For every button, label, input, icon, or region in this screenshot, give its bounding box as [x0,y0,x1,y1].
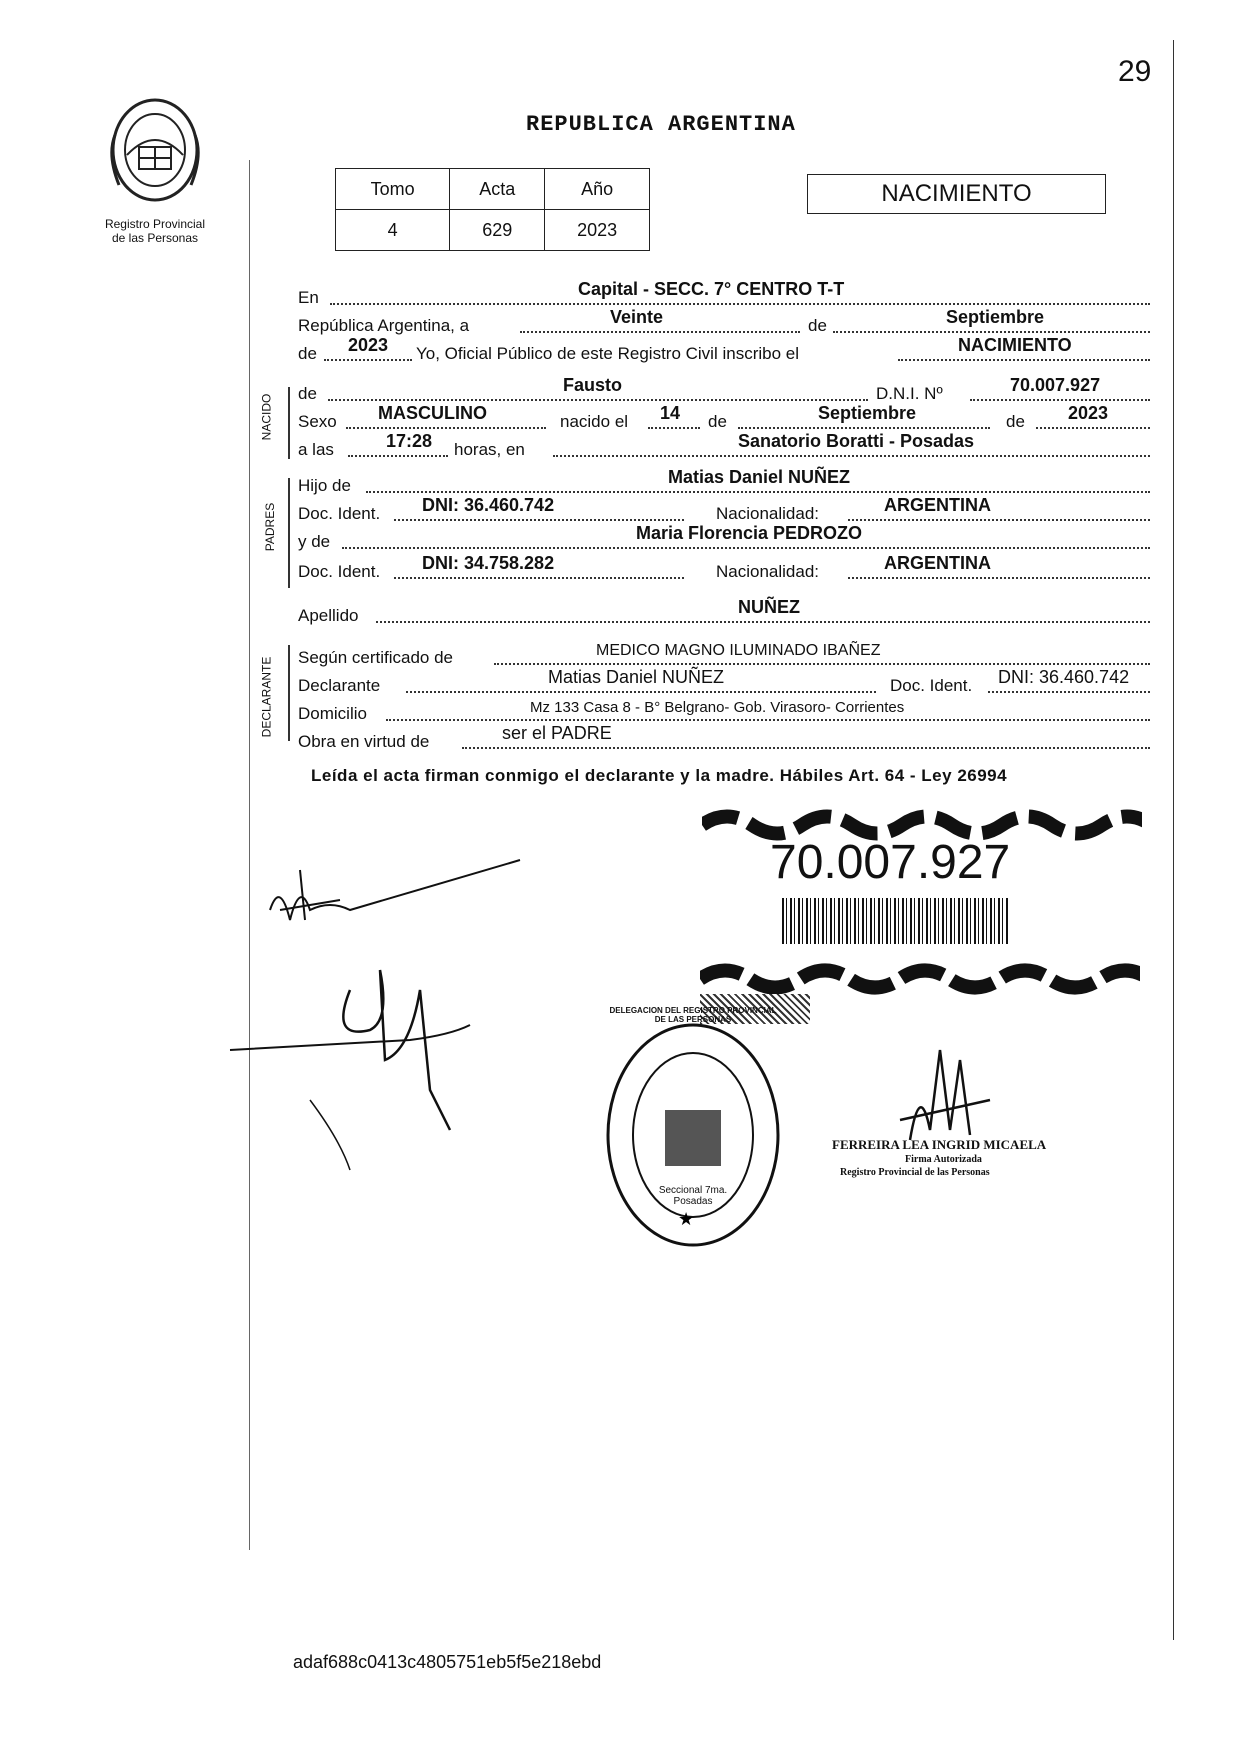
province-logo [100,95,210,245]
label-segun-certificado: Según certificado de [298,648,453,667]
label-domicilio: Domicilio [298,704,367,723]
page-number: 29 [1118,55,1152,88]
value-anio-nacimiento: 2023 [1068,403,1109,423]
value-madre: Maria Florencia PEDROZO [636,523,863,543]
barcode [782,898,1010,944]
row-sexo [298,403,1158,432]
official-stamp [603,1006,783,1250]
value-mes-registro: Septiembre [946,307,1045,327]
signature-declarante-icon [210,840,540,1180]
label-obra-en-virtud: Obra en virtud de [298,732,430,751]
value-nacionalidad-madre: ARGENTINA [884,553,991,573]
logo-caption-2: de las Personas [111,231,199,245]
label-sexo: Sexo [298,412,337,431]
row-padre [298,467,1158,496]
label-de-4: de [1006,412,1025,431]
value-anio-registro: 2023 [348,335,389,355]
label-hijo-de: Hijo de [298,476,351,495]
value-sexo: MASCULINO [378,403,487,423]
value-mes-nacimiento: Septiembre [818,403,917,423]
section-padres: PADRES [263,502,278,552]
stamp-inner-text: Seccional 7ma. Posadas [658,1185,728,1207]
value-dia-nacimiento: 14 [660,403,681,423]
label-nacionalidad-1: Nacionalidad: [716,504,820,523]
value-apellido: NUÑEZ [738,597,800,617]
label-declarante: Declarante [298,676,381,695]
stamp-ring-text: DELEGACION DEL REGISTRO PROVINCIAL DE LAS PERSONAS [609,1006,777,1024]
label-de-nombre: de [298,384,317,403]
label-nacionalidad-2: Nacionalidad: [716,562,820,581]
declarante-bar [288,645,290,741]
label-doc-ident-2: Doc. Ident. [298,562,381,581]
row-en [298,279,1158,308]
section-nacido: NACIDO [259,393,274,441]
label-en: En [298,288,319,307]
value-doc-declarante: DNI: 36.460.742 [998,667,1130,687]
registry-table [335,168,650,251]
value-certificado: MEDICO MAGNO ILUMINADO IBAÑEZ [596,642,881,659]
label-horas-en: horas, en [454,440,525,459]
label-de: de [808,316,827,335]
value-obra: ser el PADRE [502,723,612,743]
nacido-bar [288,387,290,459]
row-doc-padre [298,495,1158,524]
logo-caption-1: Registro Provincial [104,217,206,231]
value-dia-registro: Veinte [610,307,664,327]
value-nombre: Fausto [563,375,623,395]
official-name: FERREIRA LEA INGRID MICAELA [832,1137,1047,1152]
label-apellido: Apellido [298,606,359,625]
label-dni: D.N.I. Nº [876,384,943,403]
label-doc-ident-1: Doc. Ident. [298,504,381,523]
security-number: 70.007.927 [770,836,1011,889]
closing-note: Leída el acta firman conmigo el declarante y la madre. Hábiles Art. 64 - Ley 26994 [311,766,1008,785]
record-type-box: NACIMIENTO [807,174,1106,214]
document-hash: adaf688c0413c4805751eb5f5e218ebd [293,1652,602,1672]
row-certificado [298,642,1158,668]
value-hora: 17:28 [386,431,433,451]
official-office: Registro Provincial de las Personas [840,1167,990,1178]
value-declarante: Matias Daniel NUÑEZ [548,667,725,687]
value-anio: 2023 [545,210,650,251]
label-de-2: de [298,344,317,363]
value-padre: Matias Daniel NUÑEZ [668,467,851,487]
value-doc-madre: DNI: 34.758.282 [422,553,555,573]
value-lugar-nacimiento: Sanatorio Boratti - Posadas [738,431,975,451]
row-obra [298,723,1158,752]
label-a-las: a las [298,440,334,459]
row-hora [298,431,1158,460]
official-role: Firma Autorizada [905,1154,982,1165]
label-de-3: de [708,412,727,431]
value-domicilio: Mz 133 Casa 8 - B° Belgrano- Gob. Virasoro- Corrientes [530,699,905,716]
row-domicilio [298,698,1158,724]
row-anio [298,335,1158,364]
svg-text:★: ★ [678,1209,695,1230]
row-apellido [298,597,1158,626]
security-band-bottom [700,962,1140,996]
label-y-de: y de [298,532,331,551]
right-margin-line [1173,40,1174,1640]
label-doc-ident-3: Doc. Ident. [890,676,973,695]
padres-bar [288,478,290,588]
header-anio: Año [545,169,650,210]
header-acta: Acta [450,169,545,210]
misiones-seal-icon [105,95,205,210]
row-nombre [298,375,1158,404]
header-tomo: Tomo [336,169,450,210]
label-yo-oficial: Yo, Oficial Público de este Registro Civil inscribo el [416,344,799,363]
row-madre [298,523,1158,552]
value-lugar-registro: Capital - SECC. 7° CENTRO T-T [578,279,845,299]
row-doc-madre [298,553,1158,582]
value-acta: 629 [450,210,545,251]
value-tomo: 4 [336,210,450,251]
label-nacido-el: nacido el [560,412,629,431]
document-title: REPUBLICA ARGENTINA [526,112,796,137]
value-acto: NACIMIENTO [958,335,1072,355]
value-dni: 70.007.927 [1010,375,1101,395]
label-republica: República Argentina, a [298,316,470,335]
section-declarante: DECLARANTE [259,656,274,738]
signature-official-icon [890,1040,1000,1150]
value-nacionalidad-padre: ARGENTINA [884,495,991,515]
row-declarante [298,667,1158,696]
value-doc-padre: DNI: 36.460.742 [422,495,555,515]
row-fecha [298,307,1158,336]
